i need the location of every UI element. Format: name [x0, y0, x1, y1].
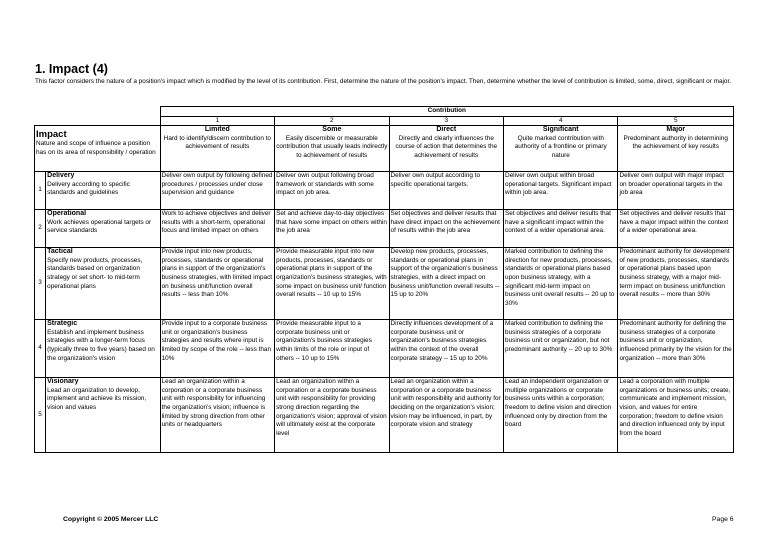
row-header	[46, 172, 160, 210]
table-cell: Set objectives and deliver results that have direct impact on the achievement of results within the job area	[389, 210, 503, 248]
impact-table	[34, 106, 734, 453]
table-cell: Work to achieve objectives and deliver results with a short-term, operational focus and limited impact on others	[160, 210, 274, 248]
table-cell: Set and achieve day-to-day objectives that have some impact on others within the job area	[275, 210, 389, 248]
impact-description: Nature and scope of influence a position has on its area of responsibility / operation	[36, 140, 156, 156]
contribution-title: Contribution	[160, 107, 733, 117]
level-number: 4	[504, 116, 618, 126]
table-cell: Directly influences development of a corporate business unit or organization's business strategies within the context of the overall corporate strategy -- 15 up to 20%	[389, 320, 503, 378]
page-number: Page 6	[712, 516, 734, 523]
level-header-direct	[389, 126, 503, 172]
level-description: Easily discernible or measurable contribution that usually leads indirectly to achievement of results	[276, 134, 388, 159]
level-description: Predominant authority in determining the achievement of key results	[623, 134, 728, 151]
impact-title: Impact	[36, 129, 67, 141]
table-cell: Predominant authority for defining the business strategies of a corporate business unit or organization, influenced primarily by the vision for the organization -- more than 30%	[618, 320, 734, 378]
level-description: Directly and clearly influences the course of action that determines the achievement of results	[395, 134, 498, 159]
contribution-header-row	[35, 107, 734, 117]
row-number: 1	[35, 172, 46, 210]
row-number: 3	[35, 248, 46, 320]
table-cell: Provide input into new products, processes, standards or operational plans in support of the organization's business strategies, with limited impact on business unit/function overall results -- less than 10%	[160, 248, 274, 320]
row-title: Operational	[47, 210, 87, 218]
row-description: Work achieves operational targets or service standards	[47, 218, 152, 235]
row-title: Tactical	[47, 248, 73, 256]
table-cell: Deliver own output within broad operational targets. Significant impact within job area.	[504, 172, 618, 210]
row-number: 4	[35, 320, 46, 378]
row-description: Lead an organization to develop, implement and achieve its mission, vision and values	[47, 386, 147, 411]
row-description: Establish and implement business strategies with a longer-term focus (typically three to five years) based on the organization's vision	[47, 328, 155, 362]
table-cell: Set objectives and deliver results that have a major impact within the context of a wider operational area.	[618, 210, 734, 248]
table-cell: Marked contribution to defining the business strategies of a corporate business unit or organization, but not predominant authority -- 20 up to 30%	[504, 320, 618, 378]
table-cell: Provide measurable input to a corporate business unit or organization's business strategies within limits of the role or input of others -- 10 up to 15%	[275, 320, 389, 378]
row-number: 5	[35, 378, 46, 453]
level-header-some	[275, 126, 389, 172]
level-name: Major	[666, 126, 686, 134]
level-name: Significant	[542, 126, 579, 134]
row-header	[46, 378, 160, 453]
level-name: Some	[322, 126, 342, 134]
level-description: Hard to identify/discern contribution to achievement of results	[163, 134, 271, 151]
level-number: 1	[160, 116, 274, 126]
row-title: Visionary	[47, 378, 79, 386]
impact-header-cell	[35, 126, 161, 172]
table-cell: Marked contribution to defining the direction for new products, processes, standards or operational plans based upon business strategy, with a significant mid-term impact on business unit overall results -- 20 up to 30%	[504, 248, 618, 320]
table-cell: Lead an independent organization or multiple organizations or corporate business units within a corporation; freedom to define vision and direction influenced only by direction from the board	[504, 378, 618, 453]
level-number: 3	[389, 116, 503, 126]
level-header-major	[618, 126, 734, 172]
level-number-row	[35, 116, 734, 126]
table-cell: Deliver own output according to specific operational targets.	[389, 172, 503, 210]
table-row	[35, 172, 734, 210]
row-number: 2	[35, 210, 46, 248]
table-cell: Deliver own output following broad framework or standards with some impact on job area.	[275, 172, 389, 210]
table-cell: Deliver own output by following defined procedures / processes under close supervision and guidance	[160, 172, 274, 210]
row-header	[46, 320, 160, 378]
row-title: Delivery	[47, 172, 75, 180]
table-cell: Lead an organization within a corporation or a corporate business unit with responsibility and authority for deciding on the organization's vision; vision may be influenced, in part, by corporate vision and strategy	[389, 378, 503, 453]
level-name: Direct	[436, 126, 457, 134]
table-cell: Provide input to a corporate business unit or organization's business strategies and results where input is limited by scope of the role -- less than 10%	[160, 320, 274, 378]
table-cell: Lead an organization within a corporation or a corporate business unit with responsibility for influencing the organization's vision; influence is limited by strong direction from other units or headquarters	[160, 378, 274, 453]
table-row	[35, 210, 734, 248]
row-header	[46, 210, 160, 248]
page-title: 1. Impact (4)	[35, 62, 108, 76]
table-cell: Lead a corporation with multiple organizations or business units; create, communicate and implement mission, vision, and values for entire corporation; freedom to define vision and direction influenced only by input from the board	[618, 378, 734, 453]
table-row	[35, 378, 734, 453]
level-header-significant	[504, 126, 618, 172]
row-header	[46, 248, 160, 320]
table-cell: Predominant authority for development of new products, processes, standards or operational plans based upon business strategy, with a major mid-term impact on business unit/function overall results -- more than 30%	[618, 248, 734, 320]
level-number: 2	[275, 116, 389, 126]
table-row	[35, 248, 734, 320]
level-description: Quite marked contribution with authority of a frontline or primary nature	[514, 134, 607, 159]
copyright-footer: Copyright © 2005 Mercer LLC	[63, 516, 159, 523]
level-header-limited	[160, 126, 274, 172]
row-description: Specify new products, processes, standards based on organization strategy or set short- to mid-term operational plans	[47, 256, 143, 290]
level-name: Limited	[204, 126, 230, 134]
intro-text: This factor considers the nature of a position's impact which is modified by the level of its contribution. First, determine the nature of the position's impact. Then, determine whether the level of contribution is limited, some, direct, significant or major.	[35, 78, 732, 85]
level-number: 5	[618, 116, 734, 126]
table-row	[35, 320, 734, 378]
row-title: Strategic	[47, 320, 78, 328]
row-description: Delivery according to specific standards and guidelines	[47, 180, 130, 197]
table-cell: Develop new products, processes, standards or operational plans in support of the organization's business strategies, with a direct impact on business unit/function overall results -- 15 up to 20%	[389, 248, 503, 320]
table-cell: Set objectives and deliver results that have a significant impact within the context of a wider operational area.	[504, 210, 618, 248]
level-header-row	[35, 126, 734, 172]
table-cell: Lead an organization within a corporation or a corporate business unit with responsibility for providing strong direction regarding the organization's vision; approval of vision will ultimately exist at the corporate level	[275, 378, 389, 453]
table-cell: Provide measurable input into new products, processes, standards or operational plans in support of the organization's business strategies, with some impact on business unit/ function overall results -- 10 up to 15%	[275, 248, 389, 320]
table-cell: Deliver own output with major impact on broader operational targets in the job area	[618, 172, 734, 210]
